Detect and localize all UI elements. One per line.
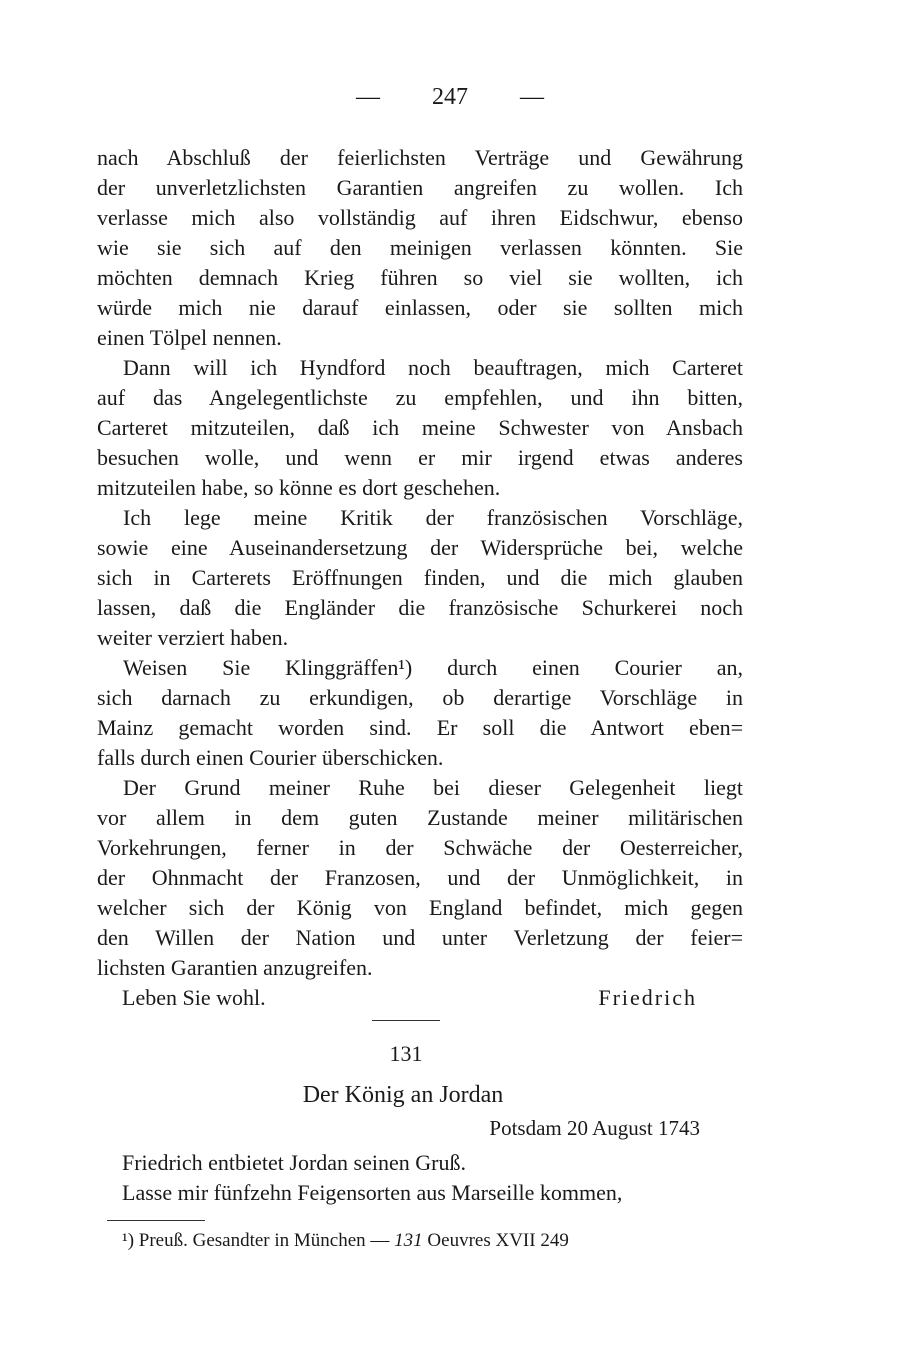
dash: — <box>356 84 380 110</box>
footnote-divider <box>107 1220 205 1221</box>
text-line: Mainz gemacht worden sind. Er soll die Antwort eben= <box>97 715 743 740</box>
letter-line: Friedrich entbietet Jordan seinen Gruß. <box>122 1150 466 1175</box>
body-text <box>97 143 743 983</box>
text-line: möchten demnach Krieg führen so viel sie wollten, ich <box>97 265 743 290</box>
farewell: Leben Sie wohl. <box>122 985 266 1010</box>
text-line: wie sie sich auf den meinigen verlassen könnten. Sie <box>97 235 743 260</box>
text-line: sich in Carterets Eröffnungen finden, und die mich glauben <box>97 565 743 590</box>
text-line: der Ohnmacht der Franzosen, und der Unmöglichkeit, in <box>97 865 743 890</box>
text-line: lichsten Garantien anzugreifen. <box>97 955 373 980</box>
text-line: welcher sich der König von England befindet, mich gegen <box>97 895 743 920</box>
text-line: Der Grund meiner Ruhe bei dieser Gelegenheit liegt <box>123 775 743 800</box>
text-line: nach Abschluß der feierlichsten Verträge und Gewährung <box>97 145 743 170</box>
letter-number: 131 <box>389 1041 423 1066</box>
section-divider <box>372 1020 440 1021</box>
dash: — <box>520 84 544 110</box>
place-date: Potsdam 20 August 1743 <box>489 1116 700 1140</box>
text-line: falls durch einen Courier überschicken. <box>97 745 444 770</box>
letter-line: Lasse mir fünfzehn Feigensorten aus Marseille kommen, <box>122 1180 623 1205</box>
footnote-source: Oeuvres XVII 249 <box>427 1230 569 1251</box>
text-line: Vorkehrungen, ferner in der Schwäche der Oesterreicher, <box>97 835 743 860</box>
text-line: würde mich nie darauf einlassen, oder sie sollten mich <box>97 295 743 320</box>
closing <box>122 983 697 1013</box>
page-number <box>0 82 900 112</box>
text-line: der unverletzlichsten Garantien angreifen zu wollen. Ich <box>97 175 743 200</box>
text-line: vor allem in dem guten Zustande meiner militärischen <box>97 805 743 830</box>
page-number-value: 247 <box>432 84 468 110</box>
text-line: Ich lege meine Kritik der französischen Vorschläge, <box>123 505 743 530</box>
footnote-ref-number: 131 <box>394 1230 423 1251</box>
text-line: besuchen wolle, und wenn er mir irgend etwas anderes <box>97 445 743 470</box>
text-line: verlasse mich also vollständig auf ihren Eidschwur, ebenso <box>97 205 743 230</box>
text-line: einen Tölpel nennen. <box>97 325 282 350</box>
text-line: Weisen Sie Klinggräffen¹) durch einen Courier an, <box>123 655 743 680</box>
text-line: weiter verziert haben. <box>97 625 289 650</box>
text-line: den Willen der Nation und unter Verletzung der feier= <box>97 925 743 950</box>
signature: Friedrich <box>598 985 697 1010</box>
footnote <box>122 1228 742 1254</box>
footnote-marker: ¹) <box>122 1230 135 1251</box>
text-line: auf das Angelegentlichste zu empfehlen, und ihn bitten, <box>97 385 743 410</box>
footnote-text: Preuß. Gesandter in München — <box>138 1230 390 1251</box>
text-line: sich darnach zu erkundigen, ob derartige Vorschläge in <box>97 685 743 710</box>
text-line: mitzuteilen habe, so könne es dort geschehen. <box>97 475 501 500</box>
text-line: lassen, daß die Engländer die französische Schurkerei noch <box>97 595 743 620</box>
text-line: sowie eine Auseinandersetzung der Widersprüche bei, welche <box>97 535 743 560</box>
text-line: Carteret mitzuteilen, daß ich meine Schwester von Ansbach <box>97 415 743 440</box>
letter-title: Der König an Jordan <box>302 1082 504 1108</box>
text-line: Dann will ich Hyndford noch beauftragen, mich Carteret <box>123 355 743 380</box>
